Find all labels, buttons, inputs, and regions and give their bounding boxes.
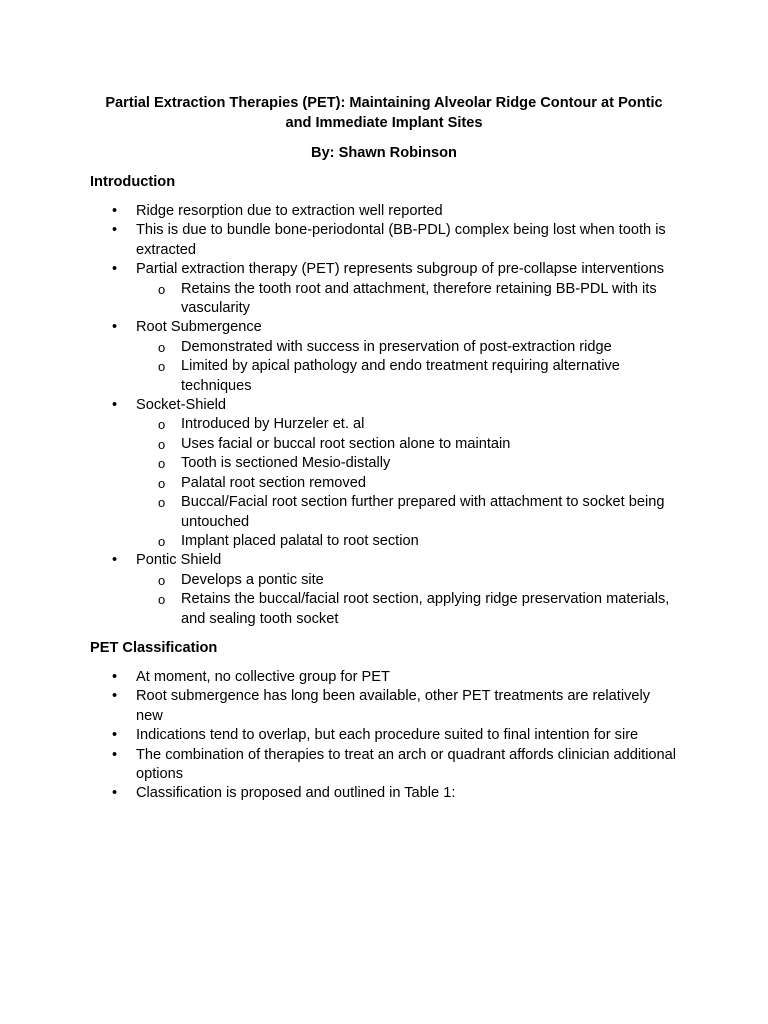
sub-bullet-text: Introduced by Hurzeler et. al: [181, 416, 365, 433]
sub-bullet-text: Uses facial or buccal root section alone to maintain: [181, 435, 511, 452]
bullet-marker: •: [112, 261, 118, 278]
bullet-item: [90, 260, 678, 318]
bullet-marker: •: [112, 203, 118, 219]
sub-bullet-list: [136, 338, 678, 396]
bullet-item: [90, 396, 678, 551]
bullet-item: [90, 746, 678, 785]
sub-bullet-list: [136, 280, 678, 319]
bullet-marker: •: [112, 785, 118, 802]
bullet-item: [90, 726, 678, 745]
document-body: [90, 173, 678, 804]
bullet-text: This is due to bundle bone-periodontal (BB-PDL) complex being lost when tooth is extracted: [136, 222, 666, 258]
bullet-item: [90, 551, 678, 629]
sub-bullet-item: [136, 474, 678, 493]
sub-bullet-item: [136, 590, 678, 629]
bullet-marker: •: [112, 668, 118, 685]
sub-bullet-marker: o: [158, 359, 166, 375]
sub-bullet-item: [136, 493, 678, 532]
bullet-item: [90, 202, 678, 221]
bullet-item: [90, 668, 678, 687]
bullet-marker: •: [112, 222, 118, 239]
sub-bullet-text: Limited by apical pathology and endo treatment requiring alternative techniques: [181, 358, 620, 394]
sub-bullet-text: Implant placed palatal to root section: [181, 532, 419, 549]
sub-bullet-text: Tooth is sectioned Mesio-distally: [181, 455, 391, 472]
bullet-list: [90, 202, 678, 629]
sub-bullet-marker: o: [158, 592, 166, 608]
bullet-text: Pontic Shield: [136, 552, 222, 569]
document-title: Partial Extraction Therapies (PET): Maintaining Alveolar Ridge Contour at Pontic and Immediate Implant Sites: [105, 95, 663, 131]
sub-bullet-text: Demonstrated with success in preservation of post-extraction ridge: [181, 338, 612, 355]
sub-bullet-item: [136, 454, 678, 473]
bullet-text: Ridge resorption due to extraction well reported: [136, 203, 443, 219]
sub-bullet-text: Develops a pontic site: [181, 571, 324, 588]
bullet-marker: •: [112, 552, 118, 569]
bullet-item: [90, 687, 678, 726]
bullet-text: Socket-Shield: [136, 397, 227, 414]
bullet-marker: •: [112, 397, 118, 414]
sub-bullet-item: [136, 532, 678, 551]
sub-bullet-marker: o: [158, 436, 166, 452]
sub-bullet-marker: o: [158, 281, 166, 297]
sub-bullet-item: [136, 435, 678, 454]
sub-bullet-item: [136, 280, 678, 319]
sub-bullet-marker: o: [158, 495, 166, 511]
sub-bullet-list: [136, 571, 678, 629]
sub-bullet-text: Palatal root section removed: [181, 474, 366, 491]
bullet-text: Indications tend to overlap, but each procedure suited to final intention for sire: [136, 727, 639, 744]
bullet-text: Partial extraction therapy (PET) represents subgroup of pre-collapse interventions: [136, 261, 665, 278]
section-heading: PET Classification: [90, 639, 218, 656]
bullet-item: [90, 221, 678, 260]
sub-bullet-marker: o: [158, 417, 166, 433]
sub-bullet-text: Retains the buccal/facial root section, applying ridge preservation materials, and sealing tooth socket: [181, 591, 670, 627]
sub-bullet-text: Retains the tooth root and attachment, therefore retaining BB-PDL with its vascularity: [181, 280, 657, 317]
sub-bullet-item: [136, 415, 678, 434]
bullet-text: At moment, no collective group for PET: [136, 668, 390, 685]
sub-bullet-marker: o: [158, 456, 166, 472]
sub-bullet-marker: o: [158, 475, 166, 491]
bullet-list: [90, 668, 678, 804]
bullet-marker: •: [112, 727, 118, 744]
section-heading: Introduction: [90, 174, 176, 190]
bullet-text: Root Submergence: [136, 319, 262, 336]
sub-bullet-item: [136, 571, 678, 590]
sub-bullet-item: [136, 357, 678, 396]
bullet-text: Classification is proposed and outlined in Table 1:: [136, 785, 456, 802]
sub-bullet-list: [136, 415, 678, 551]
bullet-item: [90, 784, 678, 803]
document-author: By: Shawn Robinson: [311, 145, 457, 161]
sub-bullet-marker: o: [158, 533, 166, 549]
bullet-marker: •: [112, 746, 118, 763]
bullet-marker: •: [112, 688, 118, 705]
bullet-item: [90, 318, 678, 396]
sub-bullet-marker: o: [158, 572, 166, 588]
sub-bullet-text: Buccal/Facial root section further prepared with attachment to socket being untouched: [181, 494, 665, 530]
sub-bullet-item: [136, 338, 678, 357]
bullet-marker: •: [112, 319, 118, 336]
bullet-text: Root submergence has long been available, other PET treatments are relatively new: [136, 688, 651, 724]
sub-bullet-marker: o: [158, 339, 166, 355]
bullet-text: The combination of therapies to treat an arch or quadrant affords clinician additional options: [136, 746, 677, 782]
